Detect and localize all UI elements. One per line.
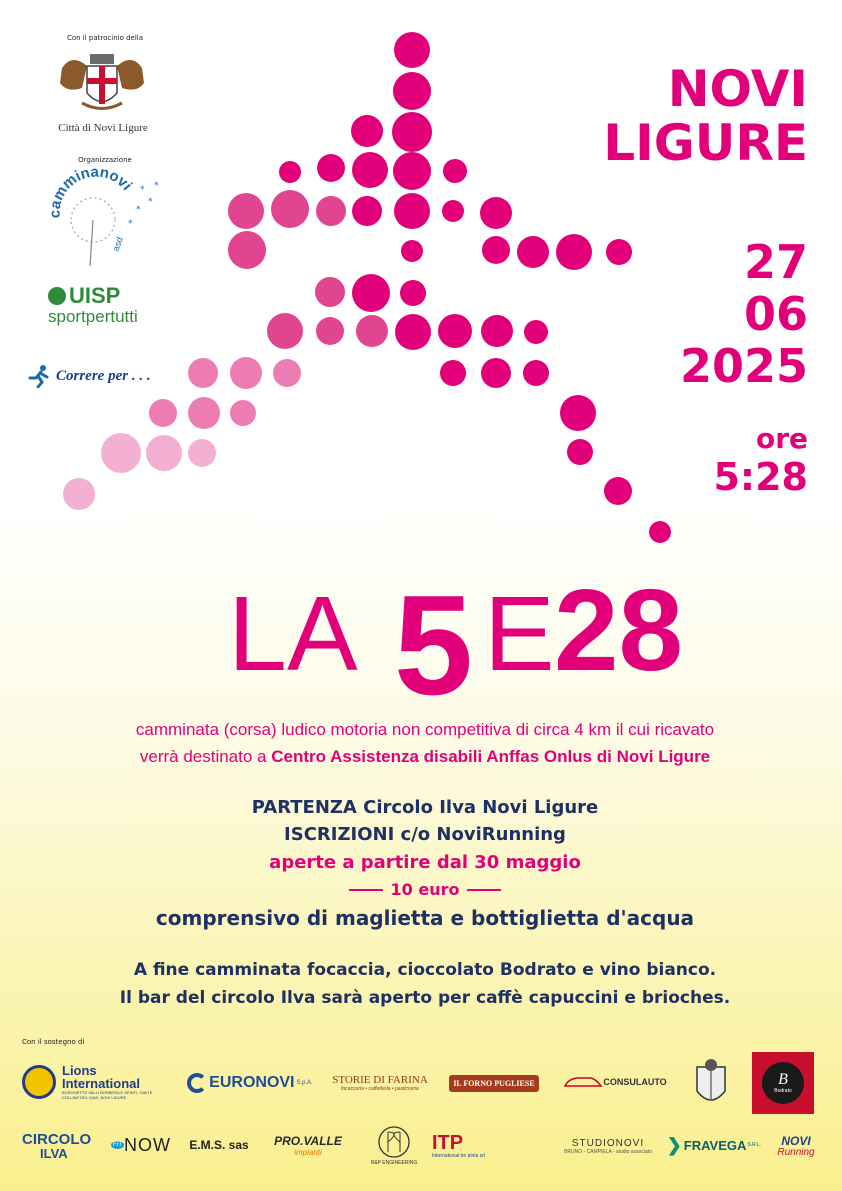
city-title <box>603 62 808 170</box>
rp-text: R&P ENGINEERING <box>370 1160 418 1166</box>
novi-running-1: NOVI <box>781 1133 811 1148</box>
euronovi-text: EURONOVI <box>209 1074 295 1091</box>
fitnow-text: NOW <box>124 1134 171 1155</box>
sponsor-storie-di-farina <box>330 1062 430 1104</box>
lions-name-1: Lions <box>62 1063 97 1078</box>
sponsor-novi-running <box>772 1128 820 1164</box>
fit-text: FIT <box>113 1142 122 1148</box>
svg-text:*: * <box>154 181 159 191</box>
description-line2 <box>40 747 810 767</box>
partenza-text: PARTENZA Circolo Ilva Novi Ligure <box>251 797 599 818</box>
title-e: E <box>484 575 555 693</box>
sponsor-forno-pugliese <box>444 1062 544 1104</box>
includes-text: comprensivo di maglietta e bottiglietta d'acqua <box>155 906 695 930</box>
euronovi-spa: S.p.A. <box>296 1080 313 1086</box>
sponsor-rp <box>362 1118 426 1172</box>
storie-subtitle: focacceria • caffetteria • pasticceria <box>341 1086 419 1092</box>
camminanovi-text: camminanovi <box>48 168 136 219</box>
novi-running-2: Running <box>777 1146 815 1158</box>
city-name: Città di Novi Ligure <box>58 122 148 134</box>
price-row <box>40 880 810 899</box>
patronage-label: Con il patrocinio della <box>66 34 144 42</box>
studionovi-sub: BRUNO - CAMPIELA - studio associato <box>564 1148 652 1155</box>
correre-text: Correre per . . . <box>56 367 151 384</box>
sponsor-provalle <box>264 1126 352 1164</box>
svg-text:*: * <box>148 197 153 207</box>
car-icon <box>563 1072 603 1092</box>
lions-name-2: International <box>62 1076 141 1091</box>
sponsor-studionovi <box>562 1126 654 1166</box>
sponsor-consulauto <box>560 1064 670 1100</box>
svg-text:*: * <box>140 185 145 195</box>
organization-label: Organizzazione <box>78 156 132 164</box>
time-label: ore <box>755 422 808 455</box>
asd-text: asd <box>110 235 125 253</box>
extra-line1: A fine camminata focaccia, cioccolato Bodrato e vino bianco. <box>133 960 717 980</box>
circolo-text: CIRCOLO <box>22 1130 92 1148</box>
lions-emblem-icon <box>22 1065 56 1099</box>
city-line2: LIGURE <box>603 114 808 172</box>
sponsor-fit-now <box>106 1132 176 1158</box>
aperte-text: aperte a partire dal 30 maggio <box>269 852 581 873</box>
ems-text: E.M.S. sas <box>189 1138 249 1152</box>
uisp-text: UISP <box>69 283 121 308</box>
event-date <box>680 236 808 392</box>
sponsor-circolo-ilva <box>22 1126 98 1166</box>
title-5: 5 <box>394 572 473 702</box>
bodrato-logo-letter: B <box>778 1071 788 1088</box>
fravega-srl: S.R.L. <box>747 1142 762 1148</box>
date-year: 2025 <box>679 339 808 393</box>
provalle-text: PRO.VALLE <box>274 1133 342 1148</box>
studionovi-text: STUDIONOVI <box>571 1137 645 1149</box>
extra-line2: Il bar del circolo Ilva sarà aperto per caffè capuccini e brioches. <box>119 988 731 1008</box>
lions-clubs: BORGHETTO VALLI BORBERA E SPINTI, GAVI E COLLINE DEL GAVI, NOVI LIGURE <box>62 1090 153 1100</box>
price-divider-left <box>349 889 383 891</box>
price-text: 10 euro <box>390 880 460 899</box>
svg-text:*: * <box>136 205 141 215</box>
description-prefix: verrà destinato a <box>139 747 272 766</box>
consulauto-text: CONSULAUTO <box>603 1077 667 1087</box>
ilva-text: ILVA <box>40 1145 68 1161</box>
itp-text: ITP <box>432 1132 464 1154</box>
sponsor-lions <box>22 1060 172 1104</box>
description-line1: camminata (corsa) ludico motoria non competitiva di circa 4 km il cui ricavato <box>135 720 715 739</box>
sponsor-crest <box>688 1056 734 1112</box>
title-28: 28 <box>554 572 684 695</box>
fravega-arrow-icon: ❯ <box>666 1134 682 1155</box>
sponsor-fravega <box>666 1130 762 1160</box>
iscrizioni-text: ISCRIZIONI c/o NoviRunning <box>284 824 566 845</box>
crest-icon <box>691 1057 731 1111</box>
sponsor-bodrato <box>752 1052 814 1114</box>
city-line1: NOVI <box>667 60 808 118</box>
event-title <box>228 572 788 702</box>
storie-title: STORIE DI FARINA <box>332 1074 428 1086</box>
svg-text:*: * <box>128 219 133 229</box>
sponsors-label: Con il sostegno di <box>22 1038 85 1046</box>
sponsor-itp <box>432 1126 518 1166</box>
sportpertutti-text: sportpertutti <box>48 307 138 326</box>
description-beneficiary: Centro Assistenza disabili Anffas Onlus di Novi Ligure <box>271 747 711 766</box>
fravega-text: FRAVEGA <box>683 1137 747 1153</box>
itp-sub: International tie pinta srl <box>432 1153 486 1159</box>
title-la: LA <box>228 575 358 693</box>
euronovi-icon <box>187 1073 207 1093</box>
date-month: 06 <box>743 287 808 341</box>
sponsor-ems <box>184 1134 254 1156</box>
rp-logo-icon <box>376 1124 412 1160</box>
event-time: 5:28 <box>713 455 808 499</box>
price-divider-right <box>467 889 501 891</box>
date-day: 27 <box>743 235 808 289</box>
bodrato-name: Bodrato <box>774 1088 792 1094</box>
sponsor-euronovi <box>186 1068 314 1098</box>
provalle-sub: impianti <box>294 1147 322 1157</box>
forno-text: IL FORNO PUGLIESE <box>449 1075 538 1092</box>
